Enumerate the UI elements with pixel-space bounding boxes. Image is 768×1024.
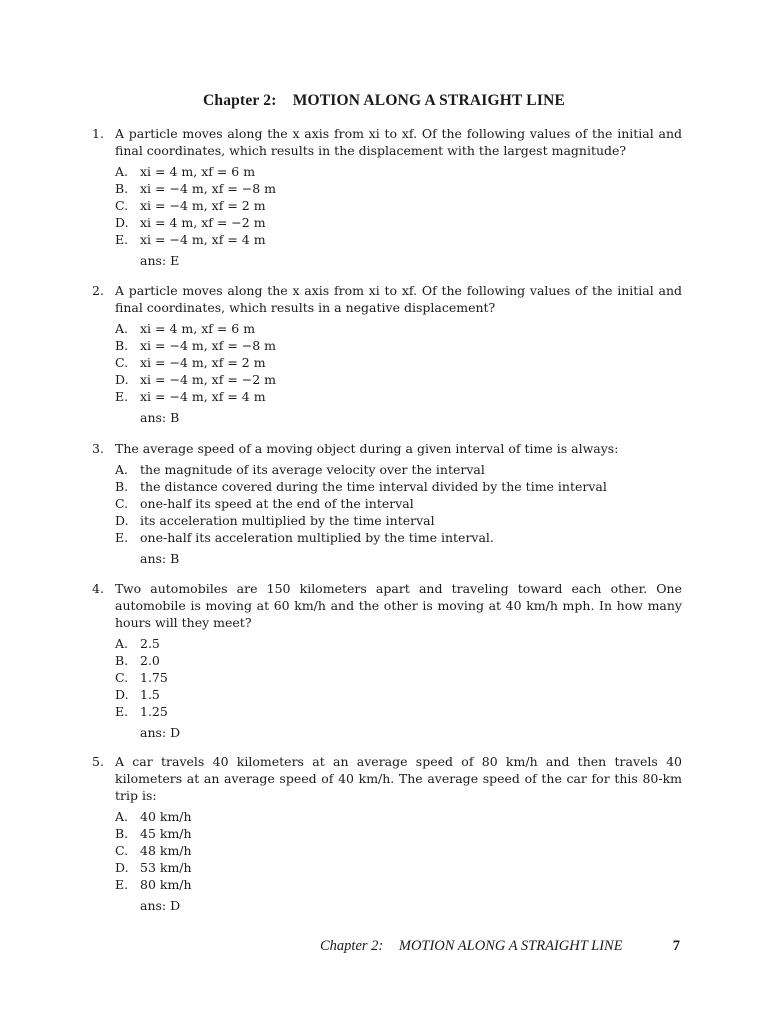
option-text: xi = −4 m, xf = −8 m xyxy=(140,181,277,196)
answer-line xyxy=(140,409,682,426)
option-text: 1.5 xyxy=(140,687,160,702)
option-c xyxy=(115,669,682,686)
answer-line xyxy=(140,724,682,741)
option-d xyxy=(115,371,682,388)
question-number: 5. xyxy=(92,754,104,769)
option-letter: A. xyxy=(115,164,129,179)
option-text: xi = 4 m, xf = −2 m xyxy=(140,215,266,230)
option-list xyxy=(115,163,682,248)
option-b xyxy=(115,825,682,842)
option-text: 2.5 xyxy=(140,636,160,651)
option-text: the distance covered during the time interval divided by the time interval xyxy=(140,479,607,494)
answer-value: D xyxy=(170,725,181,740)
option-text: 2.0 xyxy=(140,653,160,668)
option-text: one-half its speed at the end of the interval xyxy=(140,496,414,511)
option-a xyxy=(115,163,682,180)
chapter-label: Chapter 2: xyxy=(202,92,277,109)
answer-line xyxy=(140,550,682,567)
option-text: 45 km/h xyxy=(140,826,192,841)
option-e xyxy=(115,529,682,546)
option-text: xi = −4 m, xf = −2 m xyxy=(140,372,277,387)
option-c xyxy=(115,495,682,512)
option-e xyxy=(115,388,682,405)
option-a xyxy=(115,320,682,337)
option-text: 1.75 xyxy=(140,670,168,685)
answer-value: B xyxy=(170,551,180,566)
option-text: 1.25 xyxy=(140,704,168,719)
option-letter: D. xyxy=(115,215,129,230)
option-text: xi = 4 m, xf = 6 m xyxy=(140,164,256,179)
option-text: one-half its acceleration multiplied by the time interval. xyxy=(140,530,494,545)
option-letter: A. xyxy=(115,321,129,336)
footer-chapter-title: MOTION ALONG A STRAIGHT LINE xyxy=(398,938,623,954)
question-3 xyxy=(92,440,682,567)
answer-value: B xyxy=(170,410,180,425)
option-c xyxy=(115,842,682,859)
option-text: 48 km/h xyxy=(140,843,192,858)
option-letter: B. xyxy=(115,826,129,841)
question-number: 1. xyxy=(92,126,104,141)
option-letter: D. xyxy=(115,687,129,702)
answer-value: E xyxy=(170,253,180,268)
option-letter: E. xyxy=(115,704,129,719)
option-e xyxy=(115,876,682,893)
option-a xyxy=(115,461,682,478)
chapter-heading xyxy=(0,92,768,110)
question-stem: A particle moves along the x axis from xi to xf. Of the following values of the initial and final coordinates, which results in the displacement with the largest magnitude? xyxy=(115,126,682,158)
option-b xyxy=(115,478,682,495)
option-letter: E. xyxy=(115,877,129,892)
option-list xyxy=(115,461,682,546)
question-number: 3. xyxy=(92,441,104,456)
question-2 xyxy=(92,282,682,426)
chapter-title: MOTION ALONG A STRAIGHT LINE xyxy=(292,92,566,109)
option-letter: E. xyxy=(115,232,129,247)
option-letter: E. xyxy=(115,530,129,545)
option-text: 40 km/h xyxy=(140,809,192,824)
option-letter: C. xyxy=(115,843,129,858)
page-footer xyxy=(320,938,680,955)
option-text: xi = −4 m, xf = −8 m xyxy=(140,338,277,353)
option-d xyxy=(115,686,682,703)
option-list xyxy=(115,808,682,893)
question-number: 2. xyxy=(92,283,104,298)
option-b xyxy=(115,652,682,669)
option-text: 80 km/h xyxy=(140,877,192,892)
option-letter: B. xyxy=(115,338,129,353)
option-list xyxy=(115,320,682,405)
option-letter: C. xyxy=(115,355,129,370)
option-letter: C. xyxy=(115,198,129,213)
page-number: 7 xyxy=(672,938,680,954)
question-4 xyxy=(92,580,682,741)
option-e xyxy=(115,703,682,720)
answer-label: ans: xyxy=(140,410,167,425)
answer-value: D xyxy=(170,898,181,913)
question-stem: A car travels 40 kilometers at an average speed of 80 km/h and then travels 40 kilometers at an average speed of 40 km/h. The average speed of the car for this 80-km trip is: xyxy=(115,754,682,803)
option-letter: D. xyxy=(115,513,129,528)
footer-chapter-label: Chapter 2: xyxy=(320,938,384,954)
option-letter: A. xyxy=(115,636,129,651)
option-letter: D. xyxy=(115,372,129,387)
option-letter: A. xyxy=(115,809,129,824)
answer-line xyxy=(140,897,682,914)
option-letter: B. xyxy=(115,181,129,196)
option-c xyxy=(115,354,682,371)
question-5 xyxy=(92,753,682,914)
option-a xyxy=(115,808,682,825)
answer-label: ans: xyxy=(140,725,167,740)
question-stem: Two automobiles are 150 kilometers apart and traveling toward each other. One automobile is moving at 60 km/h and the other is moving at 40 km/h mph. In how many hours will they meet? xyxy=(115,581,682,630)
option-letter: A. xyxy=(115,462,129,477)
question-stem: The average speed of a moving object during a given interval of time is always: xyxy=(115,441,619,456)
option-d xyxy=(115,214,682,231)
option-b xyxy=(115,180,682,197)
option-text: 53 km/h xyxy=(140,860,192,875)
option-text: its acceleration multiplied by the time interval xyxy=(140,513,435,528)
answer-label: ans: xyxy=(140,253,167,268)
option-text: xi = −4 m, xf = 4 m xyxy=(140,389,266,404)
option-letter: B. xyxy=(115,479,129,494)
option-list xyxy=(115,635,682,720)
question-number: 4. xyxy=(92,581,104,596)
option-text: xi = −4 m, xf = 4 m xyxy=(140,232,266,247)
question-stem: A particle moves along the x axis from xi to xf. Of the following values of the initial and final coordinates, which results in a negative displacement? xyxy=(115,283,682,315)
option-text: the magnitude of its average velocity over the interval xyxy=(140,462,485,477)
option-text: xi = −4 m, xf = 2 m xyxy=(140,355,266,370)
option-a xyxy=(115,635,682,652)
option-c xyxy=(115,197,682,214)
option-text: xi = −4 m, xf = 2 m xyxy=(140,198,266,213)
option-letter: D. xyxy=(115,860,129,875)
option-letter: E. xyxy=(115,389,129,404)
answer-line xyxy=(140,252,682,269)
answer-label: ans: xyxy=(140,551,167,566)
option-d xyxy=(115,512,682,529)
option-d xyxy=(115,859,682,876)
option-e xyxy=(115,231,682,248)
question-1 xyxy=(92,125,682,269)
option-letter: C. xyxy=(115,496,129,511)
option-letter: C. xyxy=(115,670,129,685)
option-letter: B. xyxy=(115,653,129,668)
option-b xyxy=(115,337,682,354)
option-text: xi = 4 m, xf = 6 m xyxy=(140,321,256,336)
answer-label: ans: xyxy=(140,898,167,913)
